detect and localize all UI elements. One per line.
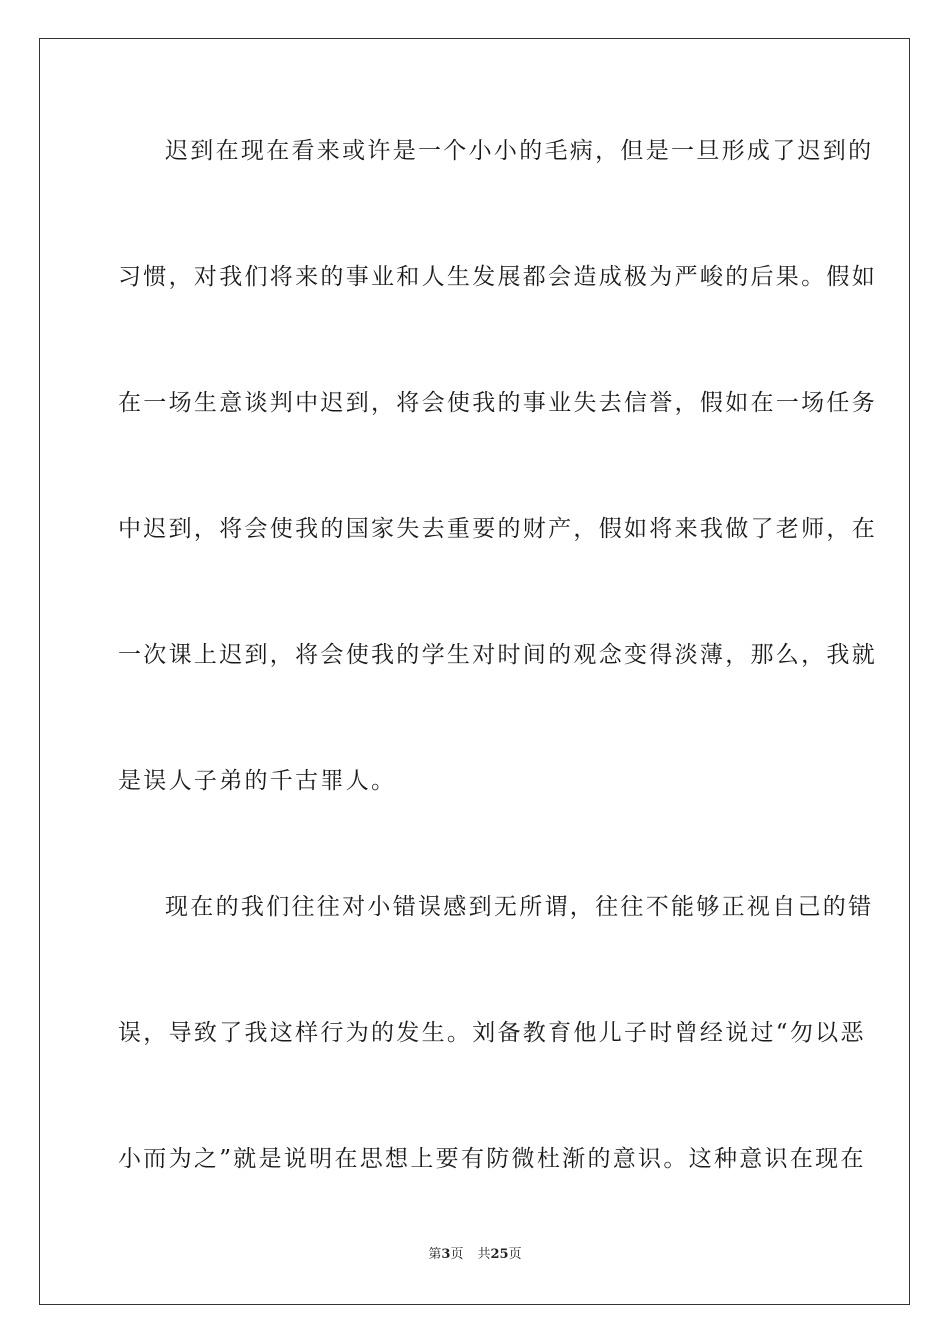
paragraph-1-line-6: 是误人子弟的千古罪人。 bbox=[118, 768, 397, 794]
total-pages: 25 bbox=[490, 1247, 509, 1262]
total-suffix: 页 bbox=[508, 1247, 522, 1262]
paragraph-1-line-1: 迟到在现在看来或许是一个小小的毛病，但是一旦形成了迟到的 bbox=[165, 138, 874, 164]
page-suffix: 页 bbox=[450, 1247, 464, 1262]
paragraph-1-line-5: 一次课上迟到，将会使我的学生对时间的观念变得淡薄，那么，我就 bbox=[118, 642, 877, 668]
page-prefix: 第 bbox=[428, 1247, 442, 1262]
paragraph-2-line-1: 现在的我们往往对小错误感到无所谓，往往不能够正视自己的错 bbox=[165, 894, 874, 920]
paragraph-1-line-2: 习惯，对我们将来的事业和人生发展都会造成极为严峻的后果。假如 bbox=[118, 264, 877, 290]
page-number: 3 bbox=[441, 1247, 451, 1262]
paragraph-1-line-3: 在一场生意谈判中迟到，将会使我的事业失去信誉，假如在一场任务 bbox=[118, 390, 877, 416]
paragraph-2-line-3: 小而为之”就是说明在思想上要有防微杜渐的意识。这种意识在现在 bbox=[118, 1146, 866, 1172]
total-prefix: 共 bbox=[477, 1247, 491, 1262]
paragraph-1-line-4: 中迟到，将会使我的国家失去重要的财产，假如将来我做了老师，在 bbox=[118, 516, 877, 542]
page-border bbox=[39, 38, 910, 1305]
page-footer bbox=[0, 1246, 950, 1264]
paragraph-2-line-2: 误，导致了我这样行为的发生。刘备教育他儿子时曾经说过“勿以恶 bbox=[118, 1020, 866, 1046]
